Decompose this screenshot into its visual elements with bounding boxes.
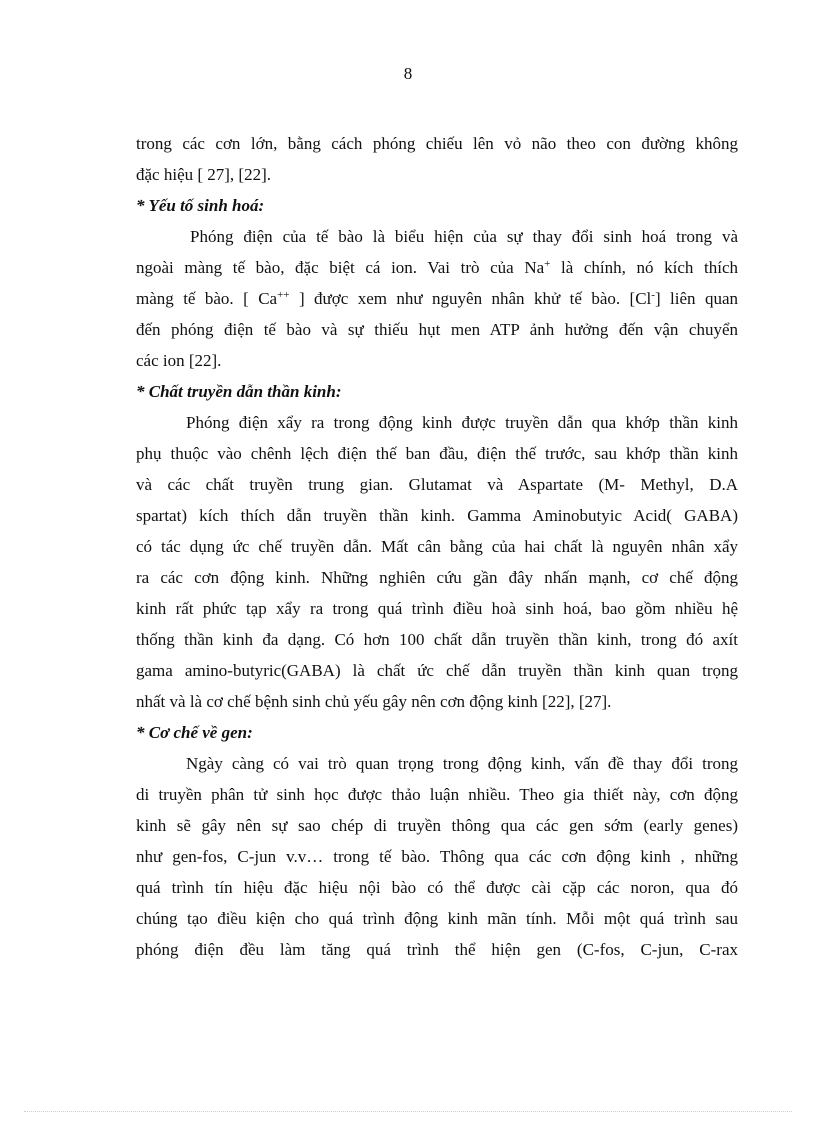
document-body: [136, 128, 738, 965]
section-heading-biochemical: * Yếu tố sinh hoá:: [136, 196, 265, 215]
text-line: Ngày càng có vai trò quan trọng trong động kinh, vấn đề thay đổi trong: [186, 754, 738, 773]
superscript: -: [651, 289, 655, 301]
text-run: là chính, nó kích thích: [550, 258, 738, 277]
text-line: phụ thuộc vào chênh lệch điện thế ban đầu, điện thế trước, sau khớp thần kinh: [136, 444, 738, 463]
page-number: 8: [403, 64, 413, 83]
text-run: màng tế bào. [ Ca: [136, 289, 278, 308]
text-line: phóng điện đều làm tăng quá trình thể hiện gen (C-fos, C-jun, C-rax: [136, 940, 738, 959]
paragraph-gene: [136, 748, 738, 965]
text-line: thống thần kinh đa dạng. Có hơn 100 chất dẫn truyền thần kinh, trong đó axít: [136, 630, 738, 649]
text-line: ra các cơn động kinh. Những nghiên cứu gần đây nhấn mạnh, cơ chế động: [136, 568, 738, 587]
text-line: nhất và là cơ chế bệnh sinh chủ yếu gây nên cơn động kinh [22], [27].: [136, 692, 612, 711]
text-line: trong các cơn lớn, bằng cách phóng chiếu lên vỏ não theo con đường không: [136, 134, 738, 153]
text-line: Phóng điện của tế bào là biểu hiện của sự thay đổi sinh hoá trong và: [190, 227, 738, 246]
text-line: Phóng điện xẩy ra trong động kinh được truyền dẫn qua khớp thần kinh: [186, 413, 738, 432]
page-bottom-divider: [24, 1111, 792, 1112]
text-run: ] được xem như nguyên nhân khử tế bào. [Cl: [289, 289, 652, 308]
text-line: các ion [22].: [136, 351, 222, 370]
text-line: và các chất truyền trung gian. Glutamat và Aspartate (M- Methyl, D.A: [136, 475, 738, 494]
superscript: ++: [277, 289, 290, 301]
text-run: ngoài màng tế bào, đặc biệt cá ion. Vai trò của Na: [136, 258, 545, 277]
text-run: ] liên quan: [654, 289, 739, 308]
text-line: chúng tạo điều kiện cho quá trình động kinh mãn tính. Mỗi một quá trình sau: [136, 909, 738, 928]
text-line: như gen-fos, C-jun v.v… trong tế bào. Thông qua các cơn động kinh , những: [136, 847, 738, 866]
paragraph-neurotransmitter: [136, 407, 738, 717]
section-heading-gene: * Cơ chế về gen:: [136, 723, 253, 742]
text-line: quá trình tín hiệu đặc hiệu nội bào có thể được cài cặp các noron, qua đó: [136, 878, 738, 897]
text-line: [136, 252, 738, 283]
text-line: spartat) kích thích dẫn truyền thần kinh. Gamma Aminobutyic Acid( GABA): [136, 506, 738, 525]
text-line: có tác dụng ức chế truyền dẫn. Mất cân bằng của hai chất là nguyên nhân xẩy: [136, 537, 738, 556]
paragraph-biochemical: [136, 221, 738, 376]
text-line: đến phóng điện tế bào và sự thiếu hụt men ATP ảnh hưởng đến vận chuyển: [136, 320, 738, 339]
paragraph-continuation: [136, 128, 738, 190]
text-line: [136, 283, 738, 314]
text-line: gama amino-butyric(GABA) là chất ức chế dẫn truyền thần kinh quan trọng: [136, 661, 738, 680]
section-heading-neurotransmitter: * Chất truyền dẫn thần kinh:: [136, 382, 342, 401]
superscript: +: [544, 258, 551, 270]
text-line: kinh rất phức tạp xẩy ra trong quá trình điều hoà sinh hoá, bao gồm nhiều hệ: [136, 599, 738, 618]
text-line: di truyền phân tử sinh học được thảo luận nhiều. Theo gia thiết này, cơn động: [136, 785, 738, 804]
text-line: đặc hiệu [ 27], [22].: [136, 165, 272, 184]
text-line: kinh sẽ gây nên sự sao chép di truyền thông qua các gen sớm (early genes): [136, 816, 738, 835]
